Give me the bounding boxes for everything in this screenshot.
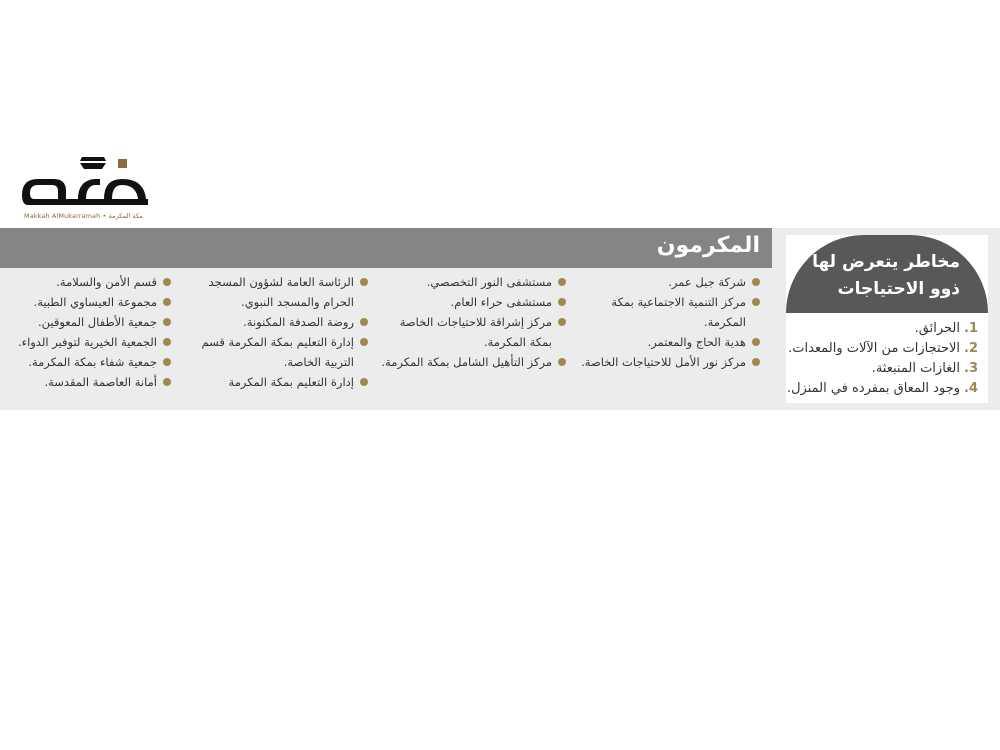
bullet-icon: [360, 338, 368, 346]
list-item: جمعية شفاء بمكة المكرمة.: [6, 352, 171, 372]
list-item: مركز نور الأمل للاحتياجات الخاصة.: [570, 352, 760, 372]
bullet-icon: [752, 338, 760, 346]
list-item: قسم الأمن والسلامة.: [6, 272, 171, 292]
risks-list: [788, 319, 978, 399]
bullet-icon: [163, 278, 171, 286]
list-item: 2.الاحتجازات من الآلات والمعدات.: [788, 341, 978, 356]
bullet-icon: [752, 298, 760, 306]
list-item: مستشفى النور التخصصي.: [376, 272, 566, 292]
list-item: 1.الحرائق.: [914, 321, 978, 336]
list-item: مجموعة العيساوي الطبية.: [6, 292, 171, 312]
list-item: مركز التنمية الاجتماعية بمكة المكرمة.: [570, 292, 760, 332]
bullet-icon: [360, 278, 368, 286]
list-item: الجمعية الخيرية لتوفير الدواء.: [6, 332, 171, 352]
bullet-icon: [360, 318, 368, 326]
bullet-icon: [163, 318, 171, 326]
honored-column-4: [6, 272, 171, 392]
list-item: هدية الحاج والمعتمر.: [570, 332, 760, 352]
bullet-icon: [558, 318, 566, 326]
bullet-icon: [558, 358, 566, 366]
list-item: مستشفى حراء العام.: [376, 292, 566, 312]
list-item: مركز التأهيل الشامل بمكة المكرمة.: [376, 352, 566, 372]
bullet-icon: [163, 298, 171, 306]
list-item: جمعية الأطفال المعوقين.: [6, 312, 171, 332]
list-item: مركز إشراقة للاحتياجات الخاصة بمكة المكرمة.: [376, 312, 566, 352]
honored-header: [0, 228, 772, 268]
bullet-icon: [163, 358, 171, 366]
logo-subtitle: Makkah AlMukarramah • مكة المكرمة: [24, 212, 143, 220]
list-item: شركة جبل عمر.: [570, 272, 760, 292]
bullet-icon: [163, 378, 171, 386]
risks-header: [786, 235, 988, 313]
bullet-icon: [752, 358, 760, 366]
list-item: 3.الغازات المنبعثة.: [871, 361, 978, 376]
makkah-logo: [20, 155, 155, 227]
list-item: إدارة التعليم بمكة المكرمة قسم التربية الخاصة.: [178, 332, 368, 372]
bullet-icon: [360, 378, 368, 386]
list-item: أمانة العاصمة المقدسة.: [6, 372, 171, 392]
bullet-icon: [752, 278, 760, 286]
honored-column-1: [570, 272, 760, 372]
bullet-icon: [558, 298, 566, 306]
honored-column-3: [178, 272, 368, 392]
list-item: روضة الصدفة المكنونة.: [178, 312, 368, 332]
honored-column-2: [376, 272, 566, 372]
bullet-icon: [558, 278, 566, 286]
list-item: 4.وجود المعاق بمفرده في المنزل.: [786, 381, 978, 396]
bullet-icon: [163, 338, 171, 346]
makkah-logo-mark: [20, 155, 150, 213]
honored-title: المكرمون: [656, 233, 760, 258]
risks-panel: [786, 235, 988, 403]
list-item: الرئاسة العامة لشؤون المسجد الحرام والمسجد النبوي.: [178, 272, 368, 312]
risks-title: مخاطر يتعرض لها ذوو الاحتياجات: [812, 252, 960, 299]
list-item: إدارة التعليم بمكة المكرمة: [178, 372, 368, 392]
